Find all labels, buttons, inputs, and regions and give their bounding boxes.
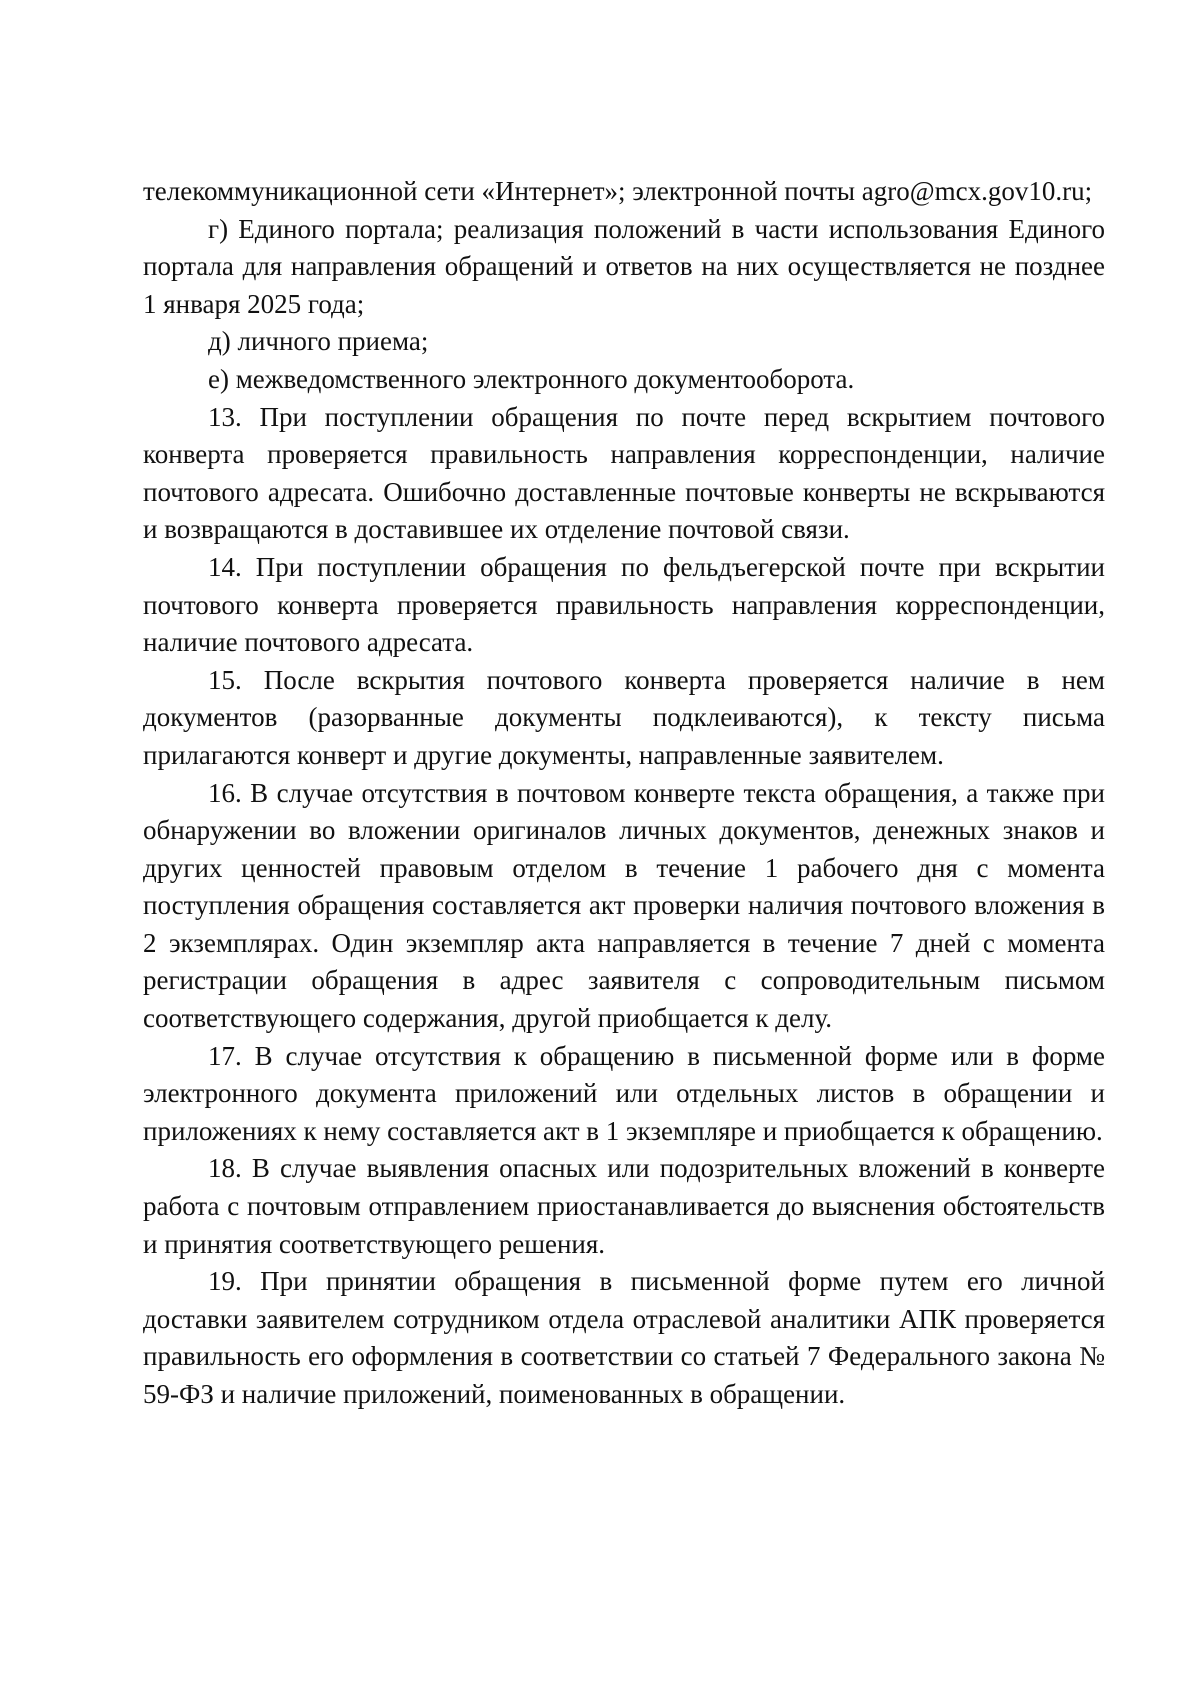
document-page <box>143 173 1105 1414</box>
paragraph-clause-14: 14. При поступлении обращения по фельдъегерской почте при вскрытии почтового конверта проверяется правильность направления корреспонденции, наличие почтового адресата. <box>143 551 1105 658</box>
paragraph-clause-17: 17. В случае отсутствия к обращению в письменной форме или в форме электронного документа приложений или отдельных листов в обращении и приложениях к нему составляется акт в 1 экземпляре и приобщается к обращению. <box>143 1040 1105 1146</box>
paragraph-continuation-internet: телекоммуникационной сети «Интернет»; электронной почты agro@mcx.gov10.ru; <box>143 176 1093 206</box>
paragraph-item-e: е) межведомственного электронного документооборота. <box>208 363 855 394</box>
paragraph-item-g: г) Единого портала; реализация положений в части использования Единого портала для направления обращений и ответов на них осуществляется не позднее 1 января 2025 года; <box>143 213 1105 319</box>
paragraph-item-d: д) личного приема; <box>208 326 429 357</box>
paragraph-clause-18: 18. В случае выявления опасных или подозрительных вложений в конверте работа с почтовым отправлением приостанавливается до выяснения обстоятельств и принятия соответствующего решения. <box>143 1153 1105 1259</box>
paragraph-clause-15: 15. После вскрытия почтового конверта проверяется наличие в нем документов (разорванные документы подклеиваются), к тексту письма прилагаются конверт и другие документы, направленные заявителем. <box>143 664 1105 770</box>
paragraph-clause-19: 19. При принятии обращения в письменной форме путем его личной доставки заявителем сотрудником отдела отраслевой аналитики АПК проверяется правильность его оформления в соответствии со статьей 7 Федерального закона № 59-ФЗ и наличие приложений, поименованных в обращении. <box>143 1266 1105 1409</box>
paragraph-clause-16: 16. В случае отсутствия в почтовом конверте текста обращения, а также при обнаружении во вложении оригиналов личных документов, денежных знаков и других ценностей правовым отделом в течение 1 рабочего дня с момента поступления обращения составляется акт проверки наличия почтового вложения в 2 экземплярах. Один экземпляр акта направляется в течение 7 дней с момента регистрации обращения в адрес заявителя с сопроводительным письмом соответствующего содержания, другой приобщается к делу. <box>143 777 1105 1034</box>
paragraph-clause-13: 13. При поступлении обращения по почте перед вскрытием почтового конверта проверяется правильность направления корреспонденции, наличие почтового адресата. Ошибочно доставленные почтовые конверты не вскрываются и возвращаются в доставившее их отделение почтовой связи. <box>143 401 1105 545</box>
